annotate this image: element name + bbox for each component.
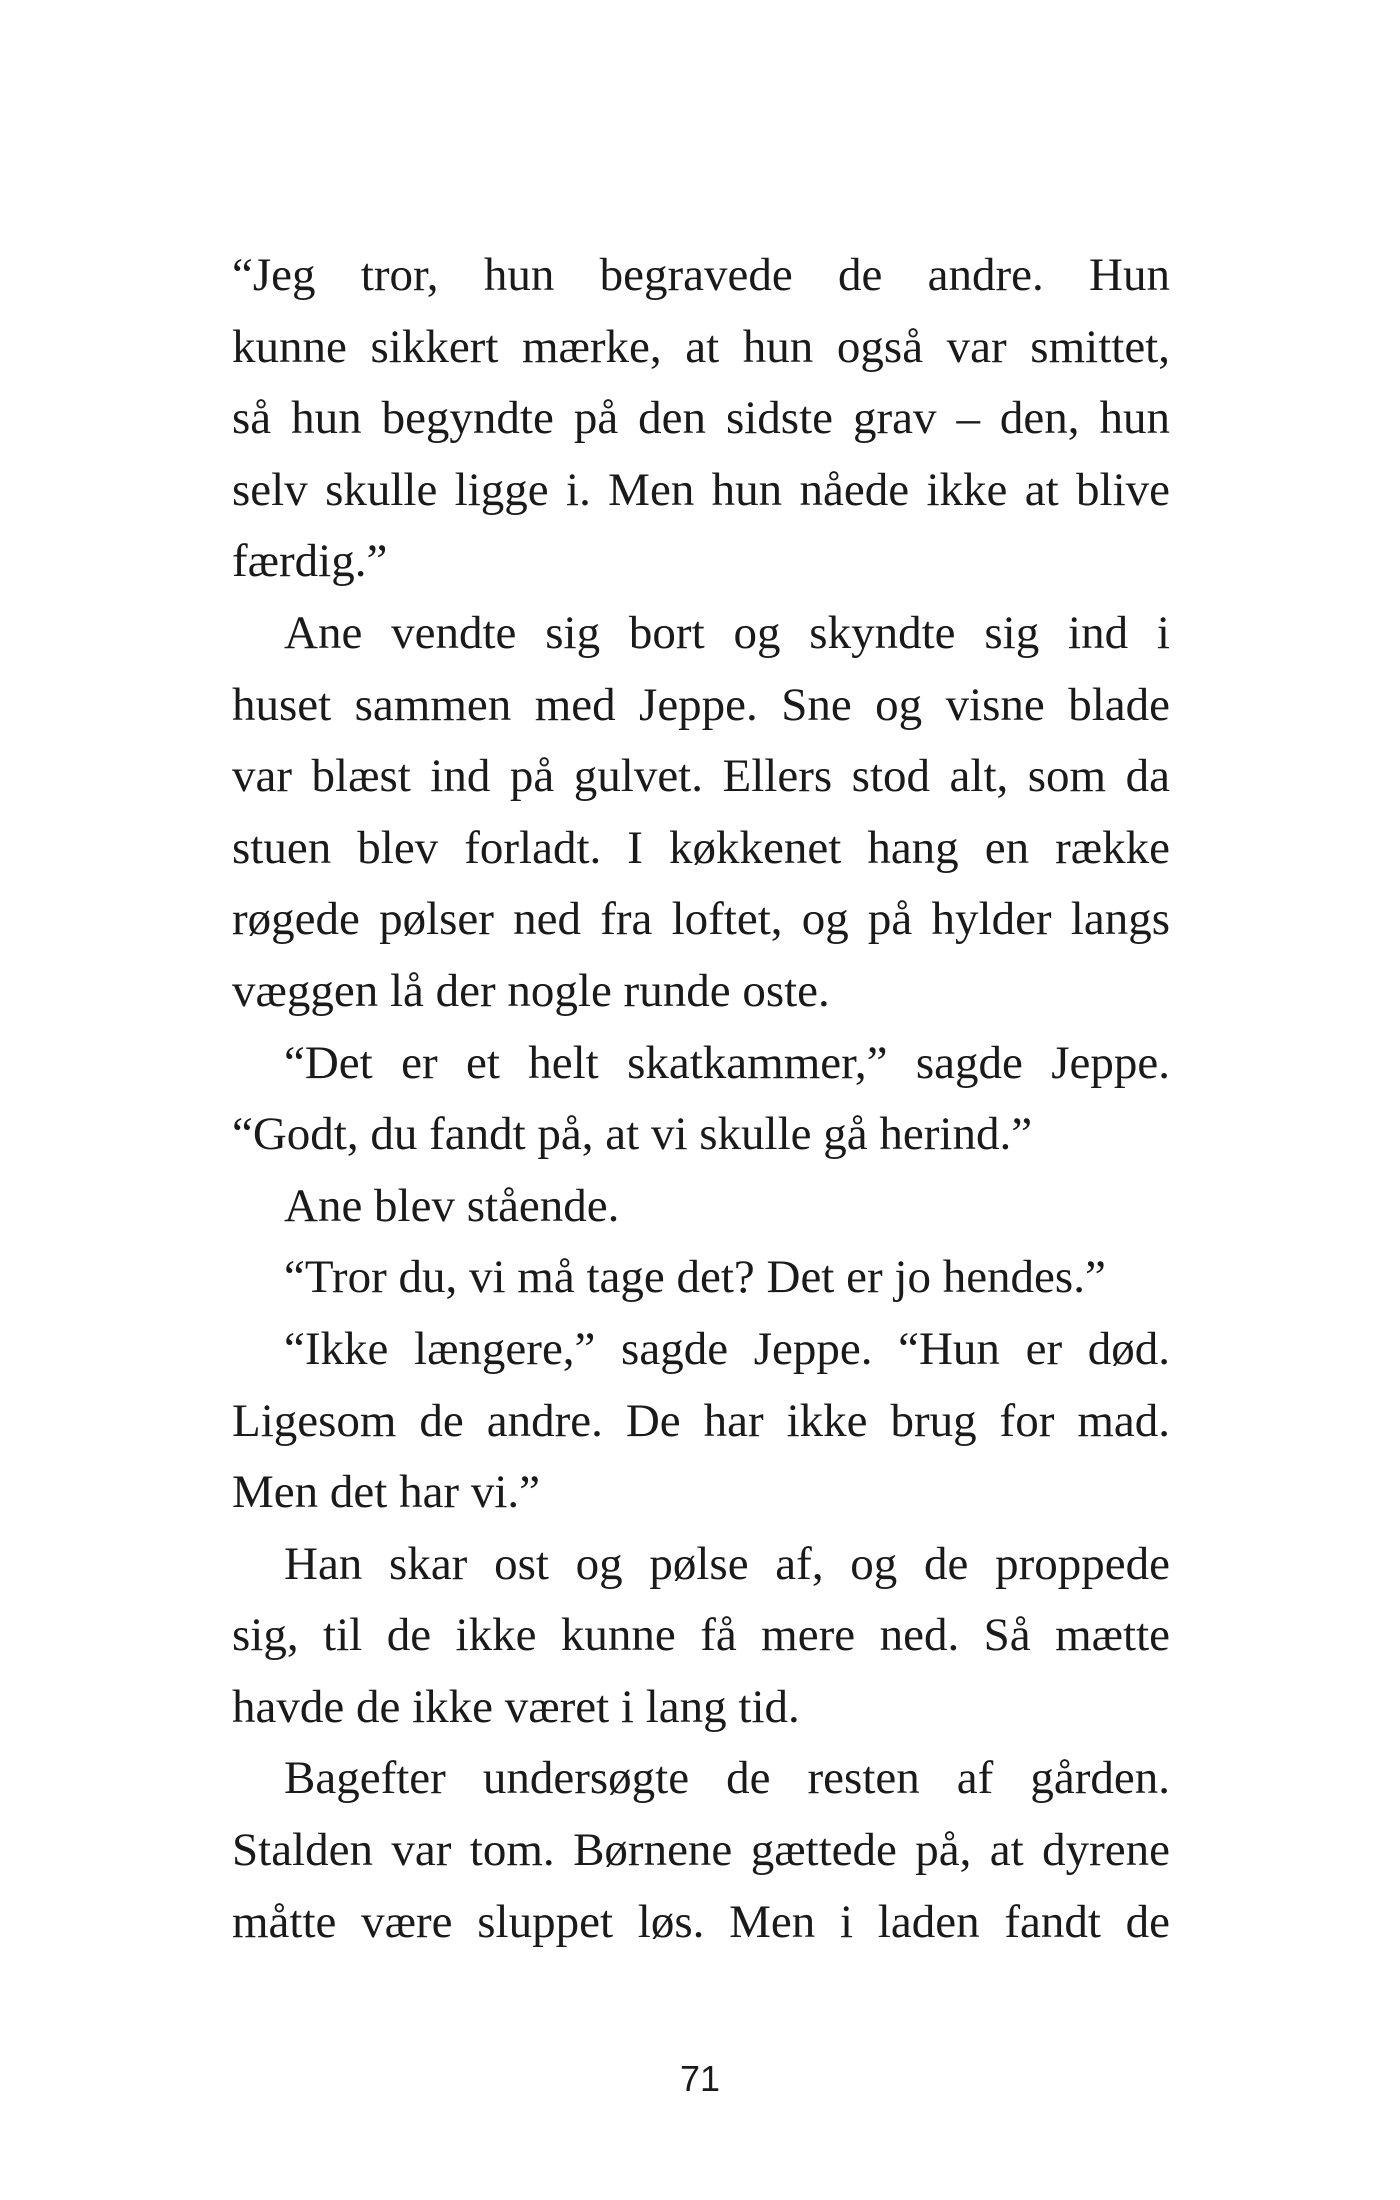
page-number: 71 [679, 2058, 721, 2099]
text-line: Han skar ost og pølse af, og de proppede [284, 1537, 1170, 1590]
text-line: røgede pølser ned fra loftet, og på hylder langs [232, 893, 1170, 946]
text-line: Ligesom de andre. De har ikke brug for mad. [232, 1394, 1170, 1447]
text-line: Ane blev stående. [284, 1179, 620, 1232]
text-line: var blæst ind på gulvet. Ellers stod alt, som da [232, 750, 1170, 803]
text-line: Men det har vi.” [232, 1466, 541, 1519]
body-text [232, 240, 1170, 1958]
text-line: “Tror du, vi må tage det? Det er jo hendes.” [284, 1251, 1106, 1304]
text-line: måtte være sluppet løs. Men i laden fandt de [232, 1895, 1170, 1948]
text-line: sig, til de ikke kunne få mere ned. Så mætte [232, 1609, 1170, 1662]
text-line: Stalden var tom. Børnene gættede på, at dyrene [232, 1824, 1170, 1877]
text-line: så hun begyndte på den sidste grav – den, hun [232, 392, 1170, 445]
text-line: kunne sikkert mærke, at hun også var smittet, [232, 320, 1170, 373]
text-line: “Jeg tror, hun begravede de andre. Hun [232, 249, 1170, 301]
text-line: “Det er et helt skatkammer,” sagde Jeppe. [284, 1036, 1170, 1089]
text-line: havde de ikke været i lang tid. [232, 1680, 800, 1733]
text-line: stuen blev forladt. I køkkenet hang en række [232, 821, 1170, 874]
text-line: “Godt, du fandt på, at vi skulle gå herind.” [232, 1108, 1033, 1161]
text-line: huset sammen med Jeppe. Sne og visne blade [232, 678, 1170, 731]
text-line: Bagefter undersøgte de resten af gården. [284, 1752, 1170, 1805]
text-line: Ane vendte sig bort og skyndte sig ind i [284, 606, 1170, 659]
text-line: væggen lå der nogle runde oste. [232, 964, 830, 1017]
text-line: færdig.” [232, 535, 388, 588]
text-line: selv skulle ligge i. Men hun nåede ikke at blive [232, 463, 1170, 516]
text-line: “Ikke længere,” sagde Jeppe. “Hun er død. [284, 1322, 1170, 1375]
